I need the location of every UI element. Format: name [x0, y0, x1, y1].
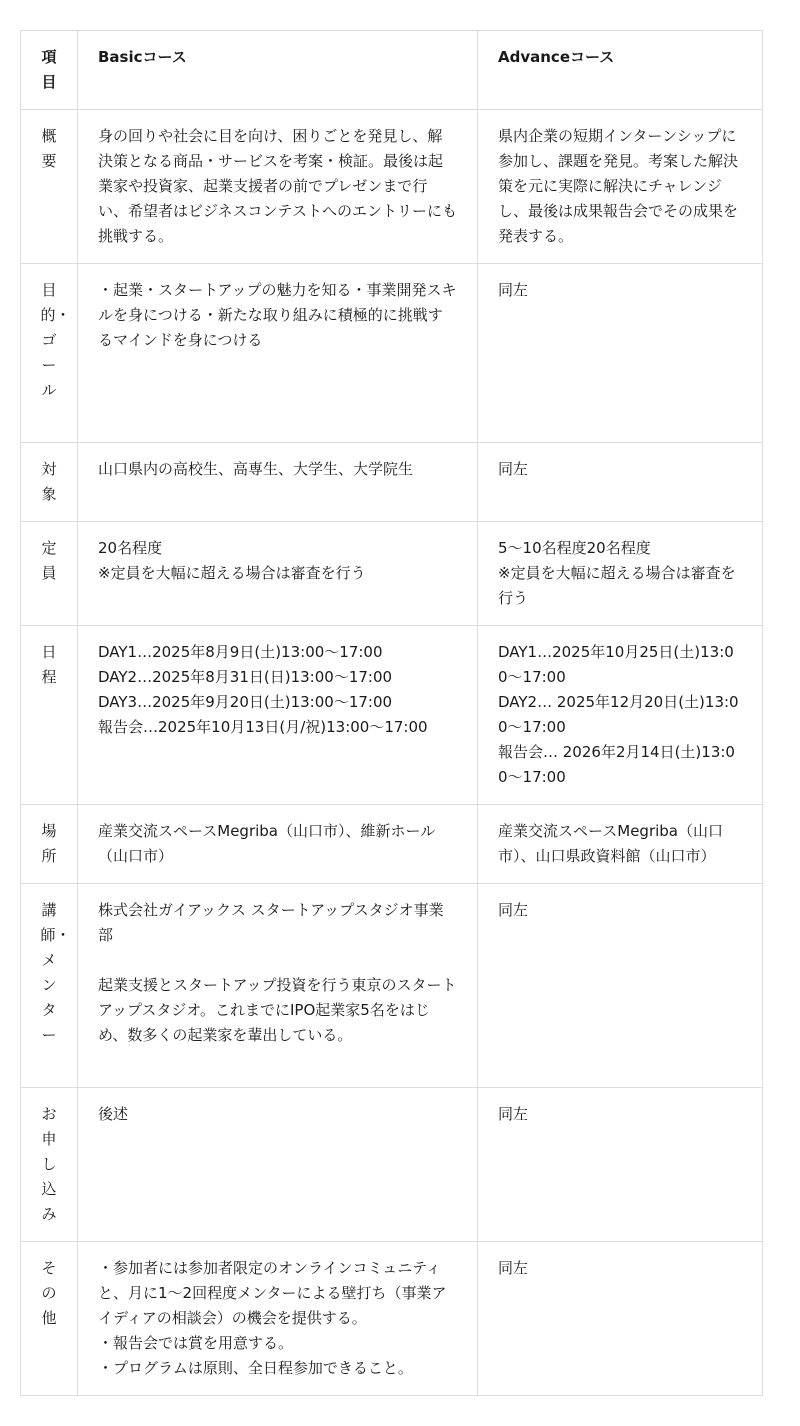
- basic-cell: 株式会社ガイアックス スタートアップスタジオ事業部 起業支援とスタートアップ投資を行う東京のスタートアップスタジオ。これまでにIPO起業家5名をはじめ、数多くの起業家を輩出している。: [78, 884, 478, 1088]
- advance-cell: 同左: [478, 884, 763, 1088]
- row-label: 講師・メンター: [40, 901, 71, 1044]
- advance-cell: DAY1…2025年10月25日(土)13:00〜17:00 DAY2… 2025年12月20日(土)13:00〜17:00 報告会… 2026年2月14日(土)13:00〜17:00: [478, 626, 763, 805]
- advance-cell: 同左: [478, 1088, 763, 1242]
- row-label: 定員: [41, 539, 57, 582]
- table-row-capacity: [21, 522, 763, 626]
- row-label-cell: [21, 522, 78, 626]
- advance-cell: 同左: [478, 443, 763, 522]
- basic-cell: 産業交流スペースMegriba（山口市）、維新ホール（山口市）: [78, 805, 478, 884]
- row-label-cell: [21, 264, 78, 443]
- row-label: 日程: [41, 643, 57, 686]
- advance-cell: 同左: [478, 1242, 763, 1396]
- advance-cell: 産業交流スペースMegriba（山口市）、山口県政資料館（山口市）: [478, 805, 763, 884]
- table-row-schedule: [21, 626, 763, 805]
- row-label-cell: [21, 805, 78, 884]
- row-label-cell: [21, 110, 78, 264]
- row-label: 目的・ゴール: [40, 281, 71, 399]
- advance-cell: 県内企業の短期インターンシップに参加し、課題を発見。考案した解決策を元に実際に解決にチャレンジし、最後は成果報告会でその成果を発表する。: [478, 110, 763, 264]
- table-row-other: [21, 1242, 763, 1396]
- basic-cell: ・参加者には参加者限定のオンラインコミュニティと、月に1〜2回程度メンターによる壁打ち（事業アイディアの相談会）の機会を提供する。 ・報告会では賞を用意する。 ・プログラムは原則、全日程参加できること。: [78, 1242, 478, 1396]
- table-row-target: [21, 443, 763, 522]
- row-label: お申し込み: [41, 1105, 57, 1223]
- table-row-overview: [21, 110, 763, 264]
- header-item-label: 項目: [41, 48, 57, 91]
- basic-cell: 後述: [78, 1088, 478, 1242]
- row-label: 概要: [41, 127, 57, 170]
- basic-cell: DAY1…2025年8月9日(土)13:00〜17:00 DAY2…2025年8月31日(日)13:00〜17:00 DAY3…2025年9月20日(土)13:00〜17:00 報告会…2025年10月13日(月/祝)13:00〜17:00: [78, 626, 478, 805]
- row-label: 場所: [41, 822, 57, 865]
- basic-cell: 身の回りや社会に目を向け、困りごとを発見し、解決策となる商品・サービスを考案・検証。最後は起業家や投資家、起業支援者の前でプレゼンまで行い、希望者はビジネスコンテストへのエントリーにも挑戦する。: [78, 110, 478, 264]
- advance-cell: 5〜10名程度20名程度 ※定員を大幅に超える場合は審査を行う: [478, 522, 763, 626]
- header-advance-course: Advanceコース: [478, 31, 763, 110]
- table-header-row: [21, 31, 763, 110]
- row-label: その他: [41, 1259, 57, 1327]
- table-row-application: [21, 1088, 763, 1242]
- table-row-goal: [21, 264, 763, 443]
- row-label-cell: [21, 1242, 78, 1396]
- row-label: 対象: [41, 460, 57, 503]
- course-comparison-table: [20, 30, 763, 1396]
- basic-cell: 山口県内の高校生、高専生、大学生、大学院生: [78, 443, 478, 522]
- header-item: [21, 31, 78, 110]
- header-basic-course: Basicコース: [78, 31, 478, 110]
- advance-cell: 同左: [478, 264, 763, 443]
- basic-cell: ・起業・スタートアップの魅力を知る・事業開発スキルを身につける・新たな取り組みに積極的に挑戦するマインドを身につける: [78, 264, 478, 443]
- row-label-cell: [21, 1088, 78, 1242]
- table-row-mentor: [21, 884, 763, 1088]
- table-row-venue: [21, 805, 763, 884]
- course-comparison-container: [20, 30, 763, 1396]
- basic-cell: 20名程度 ※定員を大幅に超える場合は審査を行う: [78, 522, 478, 626]
- row-label-cell: [21, 443, 78, 522]
- row-label-cell: [21, 626, 78, 805]
- row-label-cell: [21, 884, 78, 1088]
